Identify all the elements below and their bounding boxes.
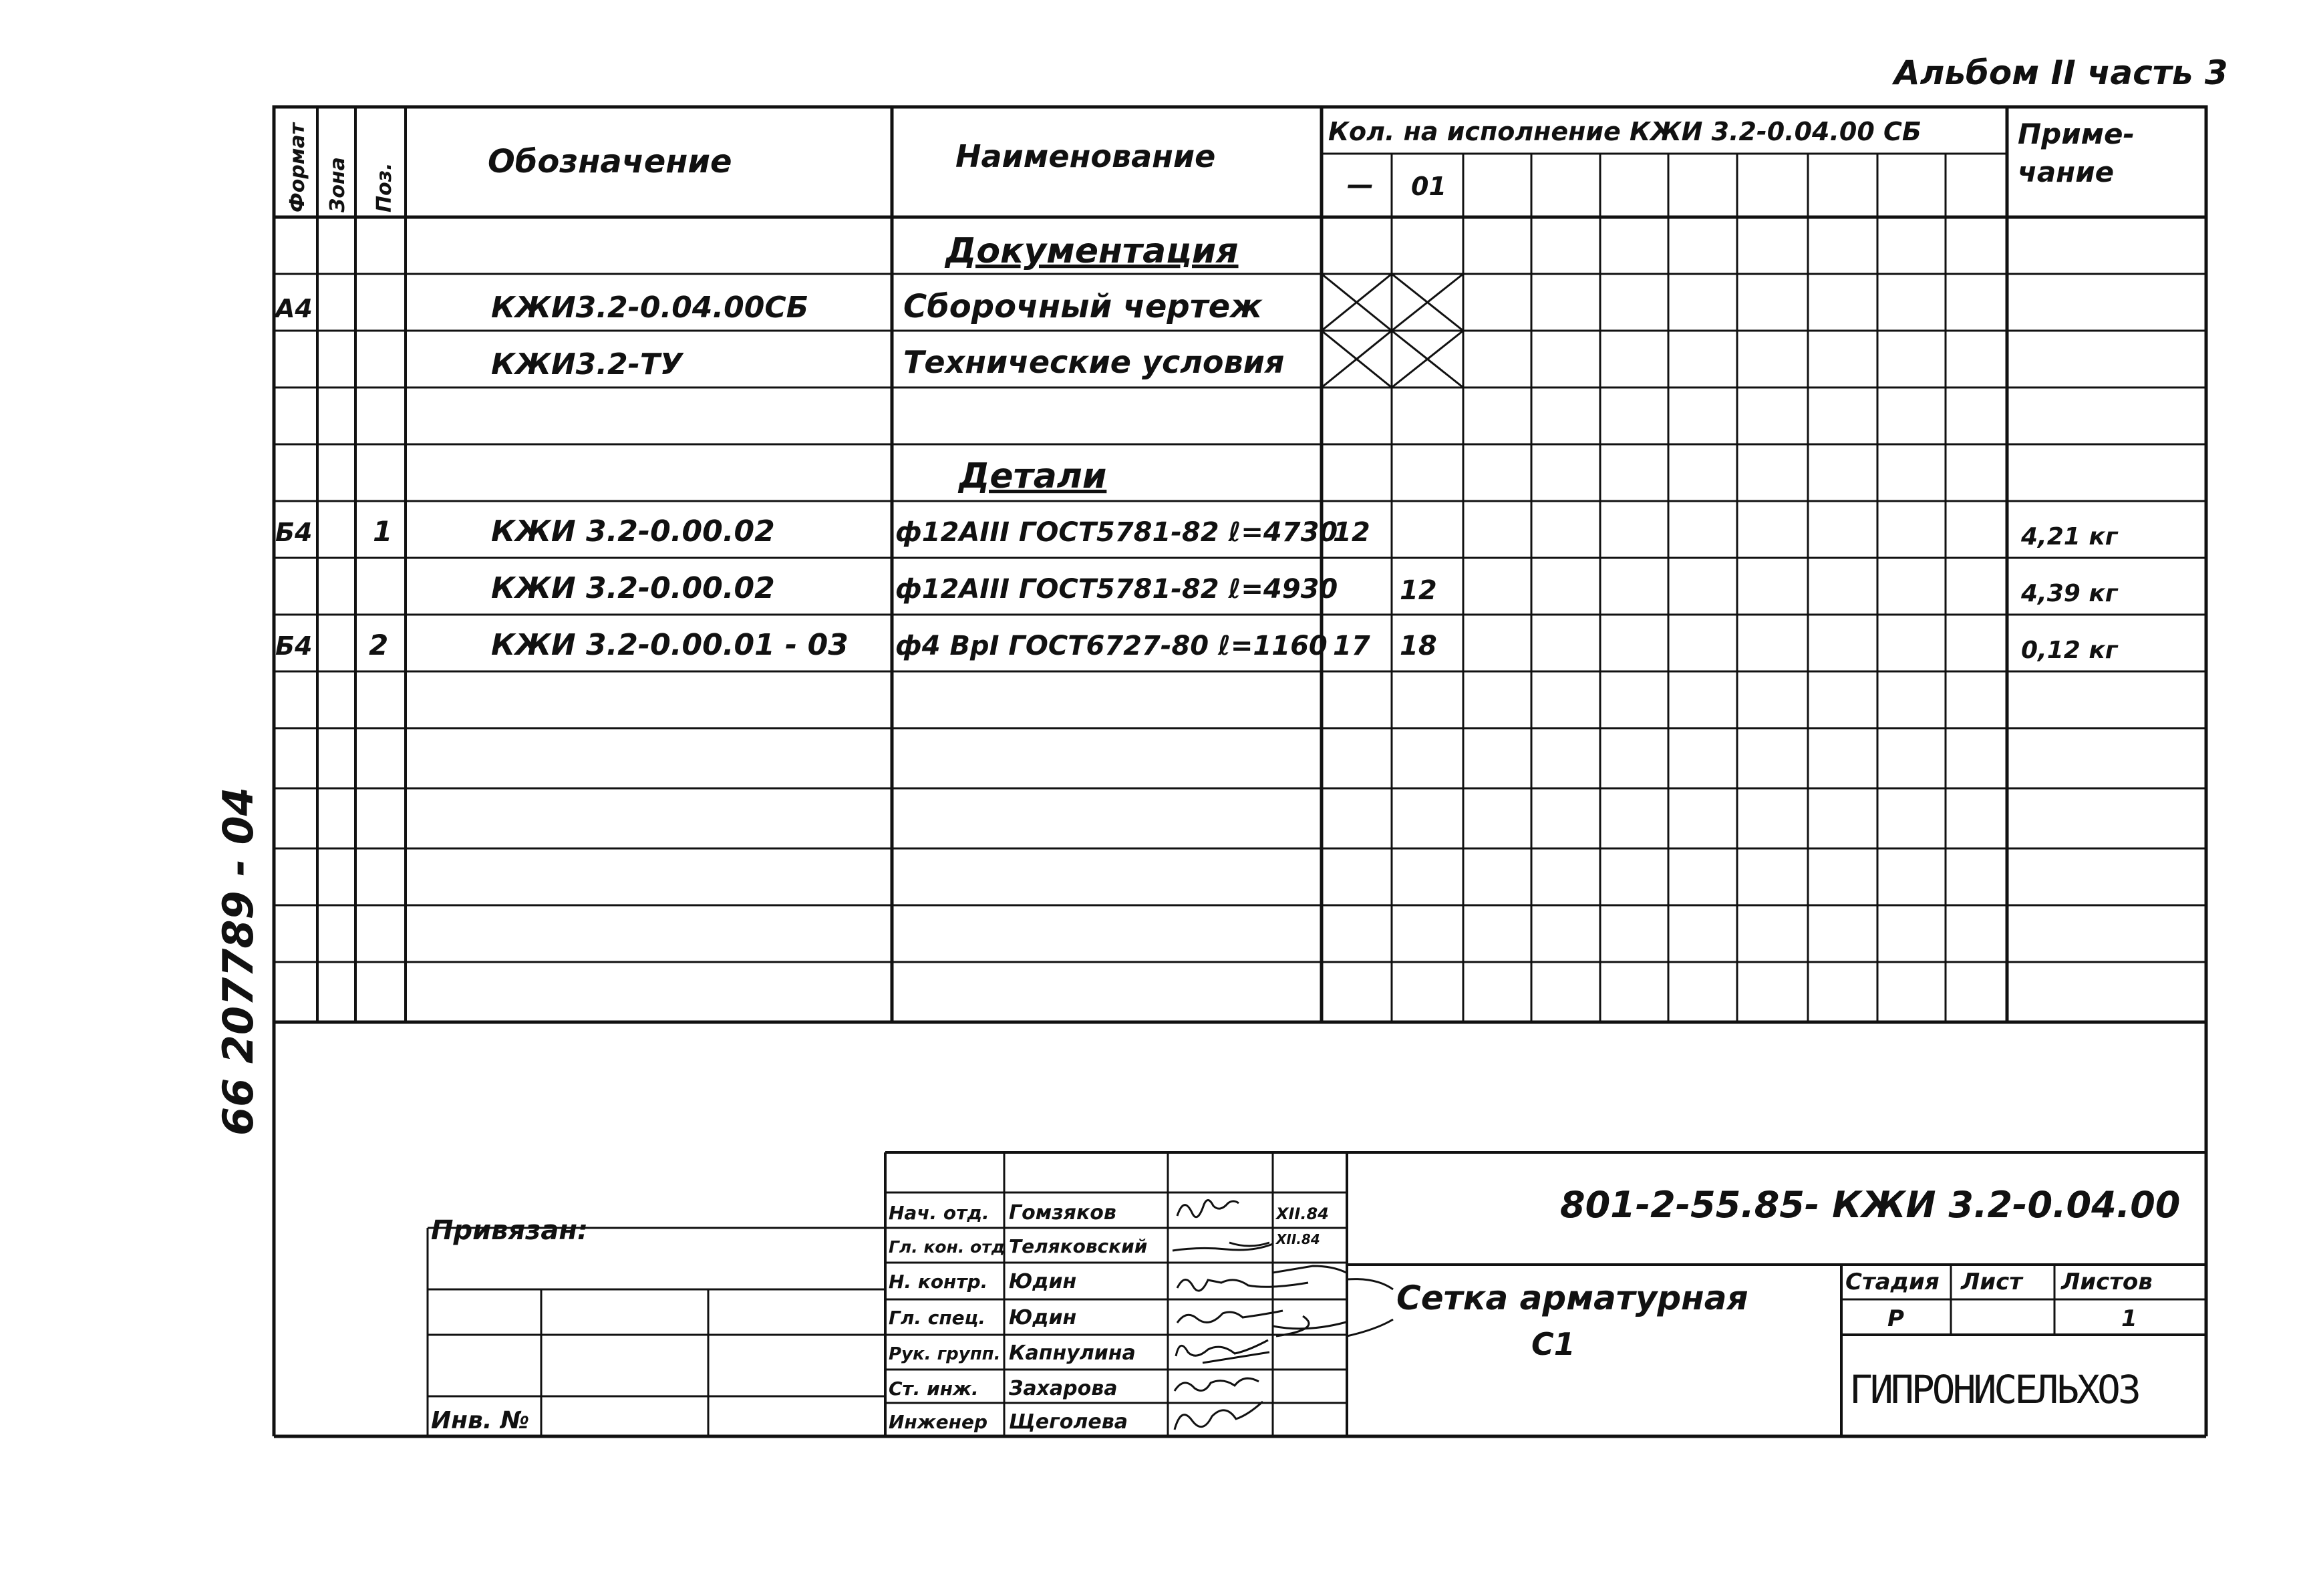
row-pos: 2	[369, 629, 389, 661]
drawing-title: Сетка арматурная	[1396, 1279, 1748, 1317]
row-qty-1: 17	[1333, 631, 1370, 661]
row-designation: КЖИ3.2-ТУ	[491, 347, 683, 381]
header-note: Приме- чание	[2018, 118, 2135, 188]
row-note: 0,12 кг	[2021, 637, 2118, 664]
header-name: Наименование	[955, 138, 1216, 174]
row-name: ф12АIII ГОСТ5781-82 ℓ=4730	[895, 517, 1338, 548]
inv-no-label: Инв. №	[431, 1407, 530, 1434]
sign-role: Инженер	[889, 1411, 988, 1433]
row-qty-1: 12	[1333, 517, 1370, 548]
stage-label: Стадия	[1845, 1269, 1940, 1295]
row-designation: КЖИ3.2-0.04.00СБ	[491, 291, 809, 325]
document-code: 801-2-55.85- КЖИ 3.2-0.04.00	[1560, 1184, 2181, 1226]
row-format: А4	[275, 294, 313, 323]
row-qty-2: 12	[1400, 575, 1437, 606]
sign-role: Гл. кон. отд	[889, 1237, 1005, 1257]
sign-role: Ст. инж.	[889, 1378, 979, 1400]
sign-date: XII.84	[1276, 1205, 1329, 1223]
row-format: Б4	[275, 518, 313, 547]
spec-table-grid	[274, 107, 2206, 1022]
row-name: Технические условия	[903, 344, 1285, 380]
signature-scribbles	[1173, 1200, 1346, 1430]
organization-name: ГИПРОНИСЕЛЬХОЗ	[1849, 1367, 2139, 1412]
sign-name: Теляковский	[1009, 1235, 1148, 1257]
header-format: Формат	[286, 123, 309, 212]
sign-name: Юдин	[1009, 1306, 1077, 1329]
row-designation: КЖИ 3.2-0.00.01 - 03	[491, 628, 849, 662]
stage-value: Р	[1887, 1305, 1904, 1332]
row-name: Сборочный чертеж	[903, 288, 1262, 325]
sign-name: Юдин	[1009, 1270, 1077, 1293]
header-pos: Поз.	[373, 162, 396, 212]
row-format: Б4	[275, 631, 313, 661]
row-note: 4,21 кг	[2021, 523, 2118, 550]
spec-header	[286, 117, 2145, 213]
sign-role: Нач. отд.	[889, 1202, 989, 1224]
sign-name: Щеголева	[1009, 1410, 1128, 1434]
row-name: ф4 ВрI ГОСТ6727-80 ℓ=1160	[895, 631, 1328, 661]
title-leader-line	[1347, 1279, 1393, 1336]
row-designation: КЖИ 3.2-0.00.02	[491, 514, 775, 548]
sign-role: Рук. групп.	[889, 1344, 1001, 1364]
section-title-details: Детали	[959, 456, 1107, 496]
row-qty-2: 18	[1400, 631, 1437, 661]
sign-date: XII.84	[1276, 1231, 1320, 1247]
side-stamp: 66 207789 - 04	[214, 787, 263, 1136]
privyazan-label: Привязан:	[431, 1215, 588, 1246]
row-designation: КЖИ 3.2-0.00.02	[491, 571, 775, 605]
row-pos: 1	[373, 515, 393, 548]
sheet-label: Лист	[1961, 1269, 2022, 1295]
section-title-documentation: Документация	[945, 231, 1239, 271]
spec-rows	[273, 231, 2119, 664]
sheets-value: 1	[2121, 1305, 2137, 1332]
header-qty-title: Кол. на исполнение КЖИ 3.2-0.04.00 СБ	[1328, 117, 1922, 146]
sheets-label: Листов	[2061, 1269, 2153, 1295]
row-name: ф12АIII ГОСТ5781-82 ℓ=4930	[895, 574, 1338, 605]
sign-role: Н. контр.	[889, 1271, 988, 1293]
header-qty-col2: 01	[1411, 172, 1446, 201]
sign-role: Гл. спец.	[889, 1307, 986, 1329]
header-zone: Зона	[326, 157, 349, 212]
album-label: Альбом II часть 3	[1894, 53, 2228, 92]
drawing-title-mark: С1	[1531, 1326, 1575, 1362]
sign-name: Захарова	[1009, 1377, 1118, 1400]
row-note: 4,39 кг	[2021, 580, 2118, 607]
sign-name: Капнулина	[1009, 1341, 1136, 1365]
sign-name: Гомзяков	[1009, 1201, 1116, 1225]
header-qty-col1: —	[1347, 170, 1374, 200]
header-designation: Обозначение	[488, 143, 732, 180]
